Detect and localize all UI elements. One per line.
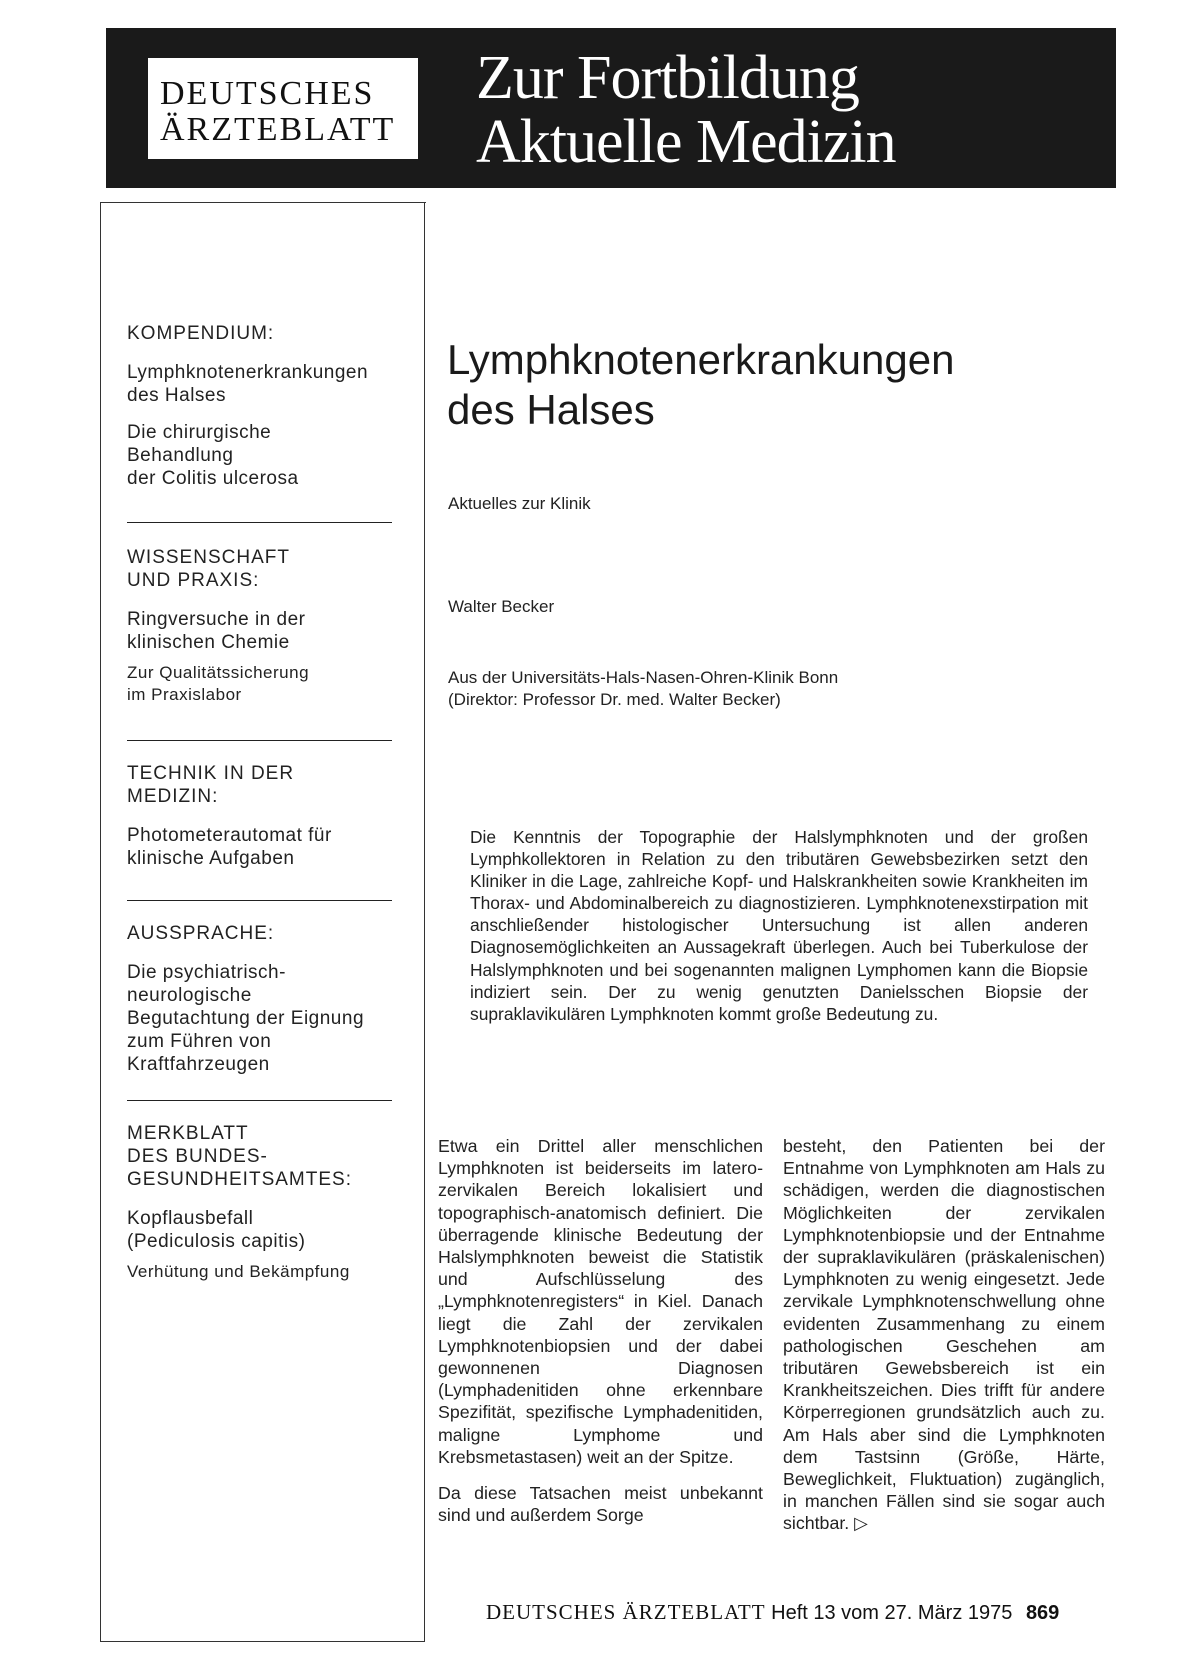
contents-item[interactable]: Ringversuche in der klinischen Chemie xyxy=(127,609,306,653)
section-rubric: MERKBLATT DES BUNDES- GESUNDHEITSAMTES: xyxy=(127,1123,352,1190)
sidebar-section-wissenschaft xyxy=(127,546,407,720)
section-divider xyxy=(127,900,392,901)
body-paragraph: Etwa ein Drittel aller menschlichen Lymphknoten ist beiderseits im latero-zervikalen Bereich lokalisiert und topographisch-anatomisch definiert. Die überragende klinische Bedeutung der Halslymphknoten beweist die Statistik und Aufschlüsselung des „Lymphknotenregisters“ in Kiel. Danach liegt die Zahl der zervikalen Lymphknotenbiopsien und der dabei gewonnenen Diagnosen (Lymphadenitiden ohne erkennbare Spezifität, spezifische Lymphadenitiden, maligne Lymphome und Krebsmetastasen) weit an der Spitze. xyxy=(438,1136,763,1467)
sidebar-section-aussprache xyxy=(127,922,407,1090)
contents-item[interactable]: Photometerautomat für klinische Aufgaben xyxy=(127,825,332,869)
contents-item[interactable]: Kopflausbefall (Pediculosis capitis) xyxy=(127,1208,306,1252)
sidebar-section-technik xyxy=(127,762,407,884)
body-column-left xyxy=(438,1135,763,1540)
contents-item[interactable]: Die chirurgische Behandlung der Colitis ulcerosa xyxy=(127,422,299,489)
page-number: 869 xyxy=(1025,1602,1060,1624)
page-footer xyxy=(486,1600,1059,1625)
footer-journal: DEUTSCHES ÄRZTEBLATT xyxy=(486,1600,766,1624)
section-rubric: AUSSPRACHE: xyxy=(127,923,275,944)
article-author: Walter Becker xyxy=(448,597,555,616)
header-band xyxy=(106,28,1116,188)
article-title: Lymphknotenerkrankungen des Halses xyxy=(447,336,955,433)
article-abstract: Die Kenntnis der Topographie der Halslymphknoten und der großen Lymphkollektoren in Relation zu den tributären Gewebsbezirken setzt den Kliniker in die Lage, zahlreiche Kopf- und Halskrankheiten sowie Krankheiten im Thorax- und Abdominalbereich zu diagnostizieren. Lymphknotenexstirpation mit anschließender histologischer Untersuchung ist allen anderen Diagnosemöglichkeiten an Aussagekraft überlegen. Auch bei Tuberkulose der Halslymphknoten und bei sogenannten malignen Lymphomen kann die Biopsie indiziert sein. Der zu wenig genutzten Danielsschen Biopsie der supraklavikulären Lymphknoten kommt große Bedeutung zu. xyxy=(470,827,1088,1024)
section-divider xyxy=(127,522,392,523)
body-paragraph: besteht, den Patienten bei der Entnahme von Lymphknoten am Hals zu schädigen, werden die diagnostischen Möglichkeiten der zervikalen Lymphknotenbiopsie und der Entnahme der supraklavikulären (präskalenischen) Lymphknoten zu wenig eingesetzt. Jede zervikale Lymphknotenschwellung ohne evidenten Zusammenhang zu einem pathologischen Geschehen am tributären Gewebsbereich ist ein Krankheitszeichen. Dies trifft für andere Körperregionen grundsätzlich auch zu. Am Hals aber sind die Lymphknoten dem Tastsinn (Größe, Härte, Beweglichkeit, Fluktuation) zugänglich, in manchen Fällen sind sie sogar auch sichtbar. ▷ xyxy=(783,1136,1105,1534)
section-title: Zur Fortbildung Aktuelle Medizin xyxy=(476,44,896,176)
body-column-right xyxy=(783,1135,1105,1549)
article-affiliation: Aus der Universitäts-Hals-Nasen-Ohren-Klinik Bonn (Direktor: Professor Dr. med. Walter Becker) xyxy=(448,668,839,709)
section-rubric: KOMPENDIUM: xyxy=(127,323,275,344)
contents-item[interactable]: Lymphknotenerkrankungen des Halses xyxy=(127,362,369,406)
contents-item[interactable]: Die psychiatrisch- neurologische Begutachtung der Eignung zum Führen von Kraftfahrzeugen xyxy=(127,962,365,1075)
sidebar-section-merkblatt xyxy=(127,1122,407,1297)
section-divider xyxy=(127,740,392,741)
contents-subitem[interactable]: Verhütung und Bekämpfung xyxy=(127,1262,350,1281)
journal-logo: DEUTSCHES ÄRZTEBLATT xyxy=(148,58,418,159)
contents-subitem[interactable]: Zur Qualitätssicherung im Praxislabor xyxy=(127,663,310,704)
section-rubric: WISSENSCHAFT UND PRAXIS: xyxy=(127,547,290,591)
section-divider xyxy=(127,1100,392,1101)
footer-issue: Heft 13 vom 27. März 1975 xyxy=(771,1602,1013,1624)
sidebar-section-kompendium xyxy=(127,322,407,504)
body-paragraph: Da diese Tatsachen meist unbekannt sind und außerdem Sorge xyxy=(438,1483,763,1526)
section-rubric: TECHNIK IN DER MEDIZIN: xyxy=(127,763,295,807)
article-subtitle: Aktuelles zur Klinik xyxy=(448,494,591,513)
